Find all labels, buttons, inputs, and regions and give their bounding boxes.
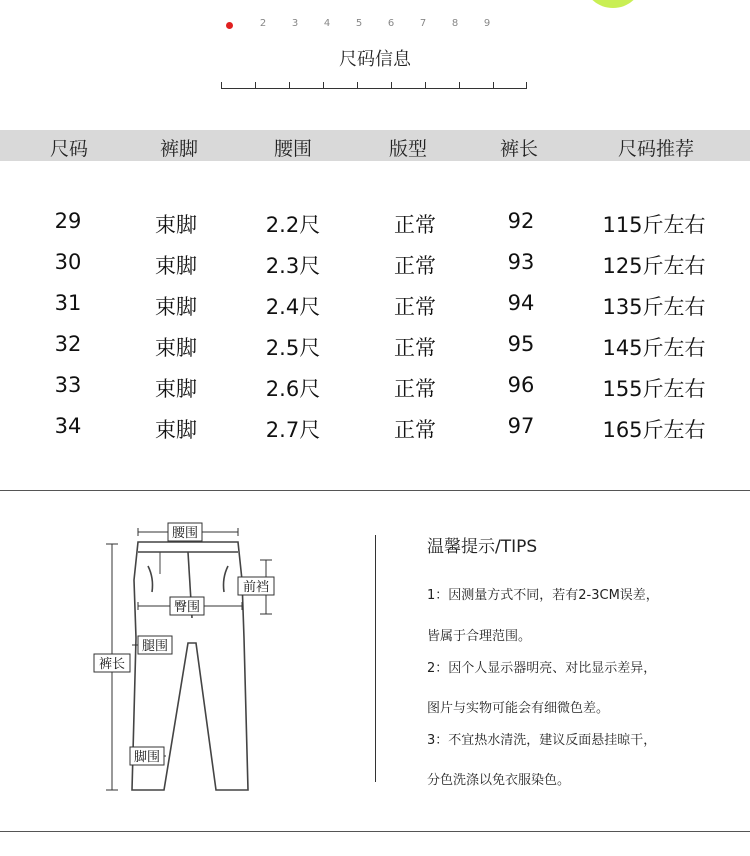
header-hem: 裤脚 [159, 138, 198, 160]
page-number[interactable]: 6 [387, 18, 395, 29]
tip-line: 2：因个人显示器明亮、对比显示差异， [427, 661, 657, 676]
cell-recommend: 125斤左右 [602, 254, 706, 278]
label-hip: 臀围 [173, 600, 201, 615]
cell-length: 96 [507, 373, 535, 397]
label-waist: 腰围 [171, 526, 199, 541]
cell-fit: 正常 [394, 418, 436, 442]
cell-fit: 正常 [394, 254, 436, 278]
table-row [0, 332, 750, 372]
tip-line: 图片与实物可能会有细微色差。 [427, 701, 610, 716]
cell-recommend: 115斤左右 [602, 213, 706, 237]
section-divider [0, 831, 750, 832]
cell-fit: 正常 [394, 336, 436, 360]
cell-fit: 正常 [394, 213, 436, 237]
page-number[interactable]: 5 [355, 18, 363, 29]
cell-hem: 束脚 [155, 213, 197, 237]
cell-recommend: 155斤左右 [602, 377, 706, 401]
page-number[interactable]: 9 [483, 18, 491, 29]
cell-length: 97 [507, 414, 535, 438]
cell-length: 95 [507, 332, 535, 356]
label-length: 裤长 [98, 657, 126, 672]
cell-length: 93 [507, 250, 535, 274]
cell-hem: 束脚 [155, 254, 197, 278]
table-row [0, 373, 750, 413]
tip-line: 3：不宜热水清洗，建议反面悬挂晾干， [427, 733, 657, 748]
cell-hem: 束脚 [155, 336, 197, 360]
header-recommend: 尺码推荐 [617, 138, 694, 160]
section-divider [0, 490, 750, 491]
table-row [0, 414, 750, 454]
cell-fit: 正常 [394, 295, 436, 319]
cell-hem: 束脚 [155, 377, 197, 401]
pants-measurement-diagram [92, 518, 292, 803]
label-rise: 前裆 [242, 580, 270, 595]
cell-hem: 束脚 [155, 295, 197, 319]
pagination [0, 17, 750, 33]
section-title: 尺码信息 [339, 49, 411, 70]
tip-line: 1：因测量方式不同，若有2-3CM误差， [427, 588, 659, 603]
header-fit: 版型 [388, 138, 427, 160]
header-size: 尺码 [49, 138, 88, 160]
cell-waist: 2.5尺 [265, 336, 321, 360]
tip-line: 分色洗涤以免衣服染色。 [427, 773, 571, 788]
cell-length: 94 [507, 291, 535, 315]
tip-line: 皆属于合理范围。 [427, 629, 532, 644]
cell-waist: 2.4尺 [265, 295, 321, 319]
decorative-ball [585, 0, 641, 8]
cell-size: 33 [54, 373, 82, 397]
ruler-decoration [221, 78, 527, 90]
cell-recommend: 165斤左右 [602, 418, 706, 442]
cell-size: 32 [54, 332, 82, 356]
page-number[interactable]: 8 [451, 18, 459, 29]
label-thigh: 腿围 [141, 639, 169, 654]
tips-title: 温馨提示/TIPS [427, 537, 538, 557]
table-row [0, 209, 750, 249]
page-dot-active[interactable] [226, 22, 233, 29]
cell-size: 34 [54, 414, 82, 438]
header-length: 裤长 [499, 138, 538, 160]
cell-size: 30 [54, 250, 82, 274]
label-hem: 脚围 [133, 750, 161, 765]
cell-length: 92 [507, 209, 535, 233]
cell-waist: 2.6尺 [265, 377, 321, 401]
cell-size: 31 [54, 291, 82, 315]
size-table-header [0, 130, 750, 161]
header-waist: 腰围 [273, 138, 312, 160]
vertical-divider [375, 535, 376, 782]
cell-waist: 2.3尺 [265, 254, 321, 278]
cell-fit: 正常 [394, 377, 436, 401]
cell-recommend: 135斤左右 [602, 295, 706, 319]
cell-hem: 束脚 [155, 418, 197, 442]
table-row [0, 250, 750, 290]
table-row [0, 291, 750, 331]
cell-waist: 2.7尺 [265, 418, 321, 442]
cell-size: 29 [54, 209, 82, 233]
page-number[interactable]: 2 [259, 18, 267, 29]
page-number[interactable]: 7 [419, 18, 427, 29]
page-number[interactable]: 4 [323, 18, 331, 29]
page-number[interactable]: 3 [291, 18, 299, 29]
cell-recommend: 145斤左右 [602, 336, 706, 360]
cell-waist: 2.2尺 [265, 213, 321, 237]
